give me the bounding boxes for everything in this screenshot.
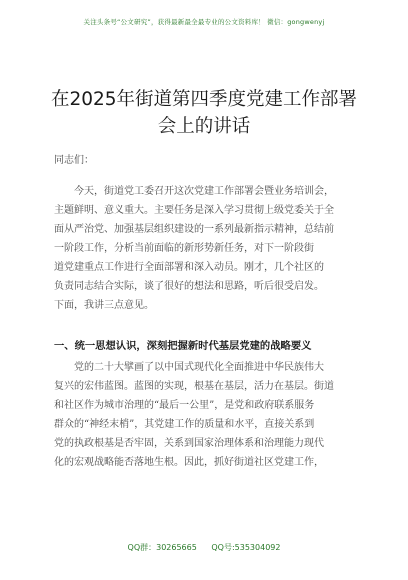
paragraph-line: 党的执政根基是否牢固，关系到国家治理体系和治理能力现代 [54, 438, 324, 449]
paragraph-line: 下面，我讲三点意见。 [54, 300, 154, 311]
section-heading-1: 一、统一思想认识，深刻把握新时代基层党建的战略要义 [54, 340, 312, 352]
contact-footer [0, 542, 408, 553]
paragraph-line: 一阶段工作，分析当前面临的新形势新任务，对下一阶段街 [54, 243, 314, 254]
paragraph-line: 党的二十大擘画了以中国式现代化全面推进中华民族伟大 [74, 362, 324, 373]
paragraph-line: 和社区作为城市治理的“最后一公里”，是党和政府联系服务 [54, 400, 315, 411]
paragraph-line: 今天，街道党工委召开这次党建工作部署会暨业务培训会， [74, 186, 334, 197]
qq-group-text: QQ群：30265665 [127, 543, 197, 552]
greeting: 同志们： [54, 155, 94, 166]
paragraph-line: 负责同志结合实际，谈了很好的想法和思路，听后很受启发。 [54, 281, 324, 292]
paragraph-line: 主题鲜明、意义重大。主要任务是深入学习贯彻上级党委关于全 [54, 205, 334, 216]
document-title [30, 86, 378, 140]
paragraph-2 [54, 358, 356, 472]
promo-header: 关注头条号“公文研究”，获得最新最全最专业的公文资料库！ 微信：gongwenyj [83, 18, 325, 26]
title-line-2: 会上的讲话 [157, 116, 251, 137]
qq-number-text: QQ号:535304092 [211, 543, 281, 552]
paragraph-1 [54, 182, 356, 315]
paragraph-line: 道党建重点工作进行全面部署和深入动员。刚才，几个社区的 [54, 262, 324, 273]
paragraph-line: 面从严治党、加强基层组织建设的一系列最新指示精神，总结前 [54, 224, 334, 235]
paragraph-line: 群众的“神经末梢”，其党建工作的质量和水平，直接关系到 [54, 419, 315, 430]
title-line-1: 在2025年街道第四季度党建工作部署 [50, 89, 358, 110]
paragraph-line: 化的宏观战略能否落地生根。因此，抓好街道社区党建工作， [54, 457, 324, 468]
paragraph-line: 复兴的宏伟蓝图。蓝图的实现，根基在基层，活力在基层。街道 [54, 381, 334, 392]
